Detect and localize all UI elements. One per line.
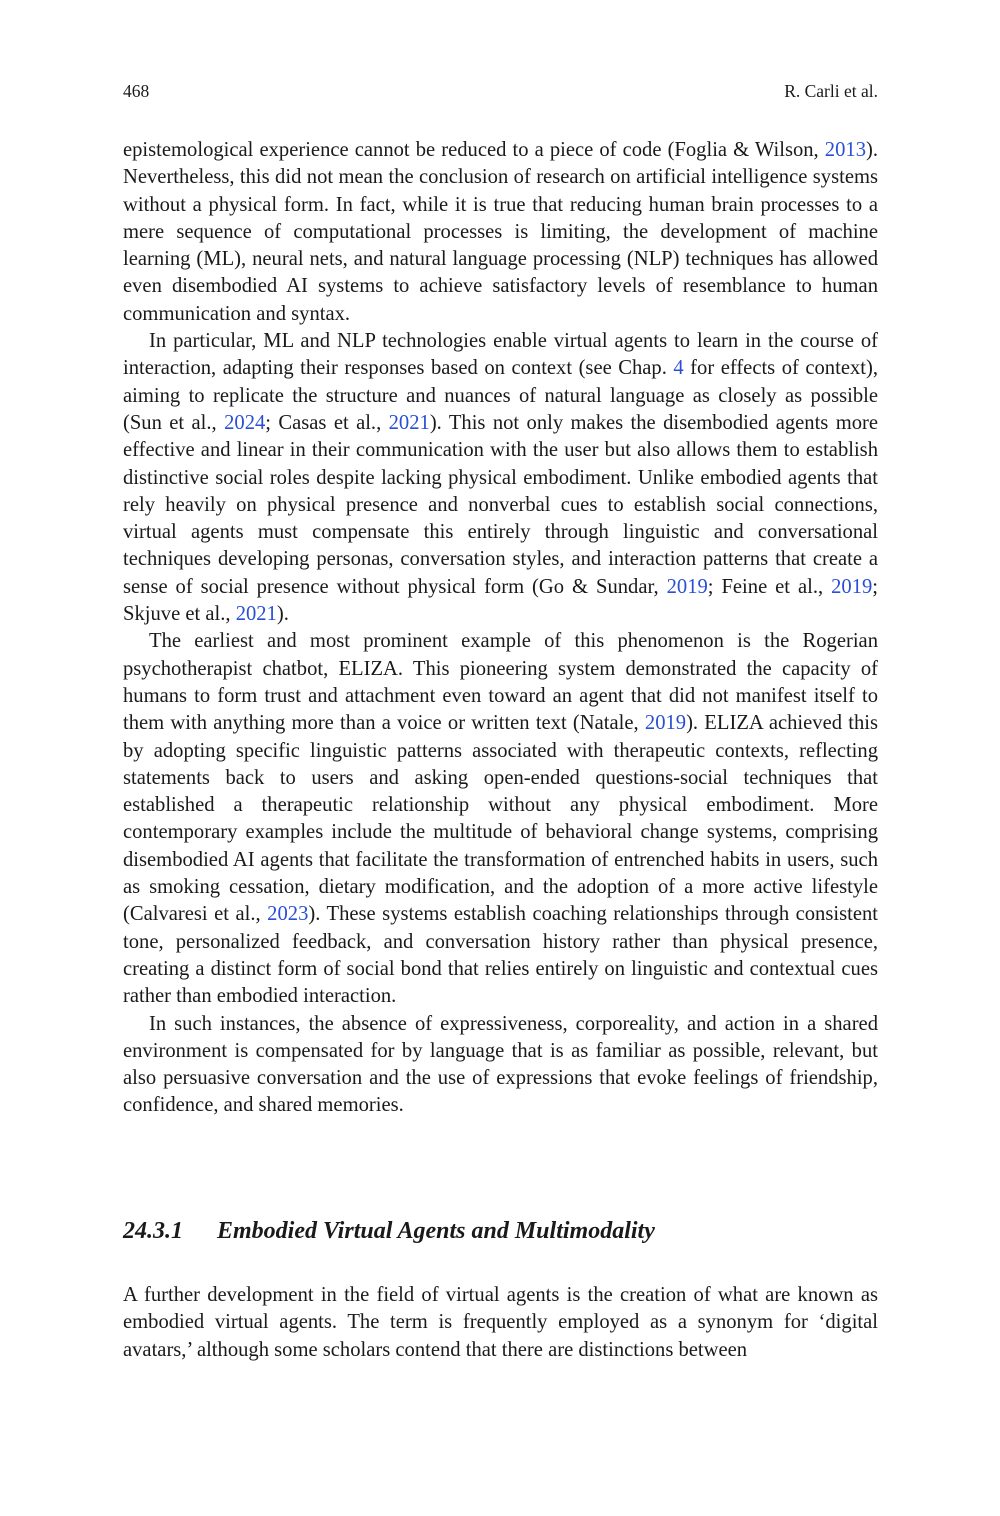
section-body-text xyxy=(123,1282,878,1364)
paragraph xyxy=(123,628,878,1010)
text-run: In particular, ML and NLP technologies enable virtual agents to learn in the course of interaction, adapting their responses based on context (see Chap. xyxy=(123,330,878,380)
section-number: 24.3.1 xyxy=(123,1218,183,1244)
running-head xyxy=(123,79,878,103)
text-run: ). ELIZA achieved this by adopting specific linguistic patterns associated with therapeutic contexts, reflecting statements back to users and asking open-ended questions-social techniques that established a therapeutic relationship without any physical embodiment. More contemporary examples include the multitude of behavioral change systems, comprising disembodied AI agents that facilitate the transformation of entrenched habits in users, such as smoking cessation, dietary modification, and the adoption of a more active lifestyle (Calvaresi et al., xyxy=(123,712,879,926)
text-run: ). Nevertheless, this did not mean the conclusion of research on artificial intelligence systems without a physical form. In fact, while it is true that reducing human brain processes to a mere sequence of computational processes is limiting, the development of machine learning (ML), neural nets, and natural language processing (NLP) techniques has allowed even disembodied AI systems to achieve satisfactory levels of resemblance to human communication and syntax. xyxy=(123,139,878,325)
text-run: ). xyxy=(276,603,289,626)
paragraph xyxy=(123,328,878,628)
section-heading xyxy=(123,1214,878,1248)
text-run: A further development in the field of virtual agents is the creation of what are known as embodied virtual agents. The term is frequently employed as a synonym for ‘digital avatars,’ although some scholars contend that there are distinctions between xyxy=(123,1284,878,1361)
paragraph xyxy=(123,1011,878,1120)
citation-link[interactable]: 2019 xyxy=(666,575,708,598)
page-number: 468 xyxy=(123,81,150,101)
paragraph xyxy=(123,137,878,328)
text-run: In such instances, the absence of expressiveness, corporeality, and action in a shared environment is compensated for by language that is as familiar as possible, relevant, but also persuasive conversation and the use of expressions that evoke feelings of friendship, confidence, and shared memories. xyxy=(123,1012,878,1117)
running-author: R. Carli et al. xyxy=(784,81,878,101)
text-run: ). These systems establish coaching relationships through consistent tone, personalized feedback, and conversation history rather than physical presence, creating a distinct form of social bond that relies entirely on linguistic and contextual cues rather than embodied interaction. xyxy=(123,903,878,1008)
text-run: ; Skjuve et al., xyxy=(123,575,879,626)
citation-link[interactable]: 2024 xyxy=(224,411,266,434)
body-text xyxy=(123,137,878,1120)
citation-link[interactable]: 4 xyxy=(673,357,684,380)
text-run: ; Feine et al., xyxy=(707,575,832,598)
citation-link[interactable]: 2019 xyxy=(831,575,873,598)
citation-link[interactable]: 2021 xyxy=(388,411,430,434)
citation-link[interactable]: 2021 xyxy=(235,603,277,626)
text-run: for effects of context), aiming to replicate the structure and nuances of natural language as closely as possible (Sun et al., xyxy=(123,357,878,434)
text-run: ). This not only makes the disembodied agents more effective and linear in their communication with the user but also allows them to establish distinctive social roles despite lacking physical embodiment. Unlike embodied agents that rely heavily on physical presence and nonverbal cues to establish social connections, virtual agents must compensate this entirely through linguistic and conversational techniques developing personas, conversation styles, and interaction patterns that create a sense of social presence without physical form (Go & Sundar, xyxy=(123,411,879,598)
text-run: The earliest and most prominent example of this phenomenon is the Rogerian psychotherapist chatbot, ELIZA. This pioneering system demonstrated the capacity of humans to form trust and attachment even toward an agent that did not manifest itself to them with anything more than a voice or written text (Natale, xyxy=(123,630,878,735)
text-run: ; Casas et al., xyxy=(265,411,389,434)
paragraph xyxy=(123,1282,878,1364)
section-title: Embodied Virtual Agents and Multimodality xyxy=(217,1218,655,1244)
text-run: epistemological experience cannot be reduced to a piece of code (Foglia & Wilson, xyxy=(123,139,825,161)
citation-link[interactable]: 2013 xyxy=(824,139,866,161)
citation-link[interactable]: 2023 xyxy=(267,903,309,926)
citation-link[interactable]: 2019 xyxy=(644,712,687,735)
